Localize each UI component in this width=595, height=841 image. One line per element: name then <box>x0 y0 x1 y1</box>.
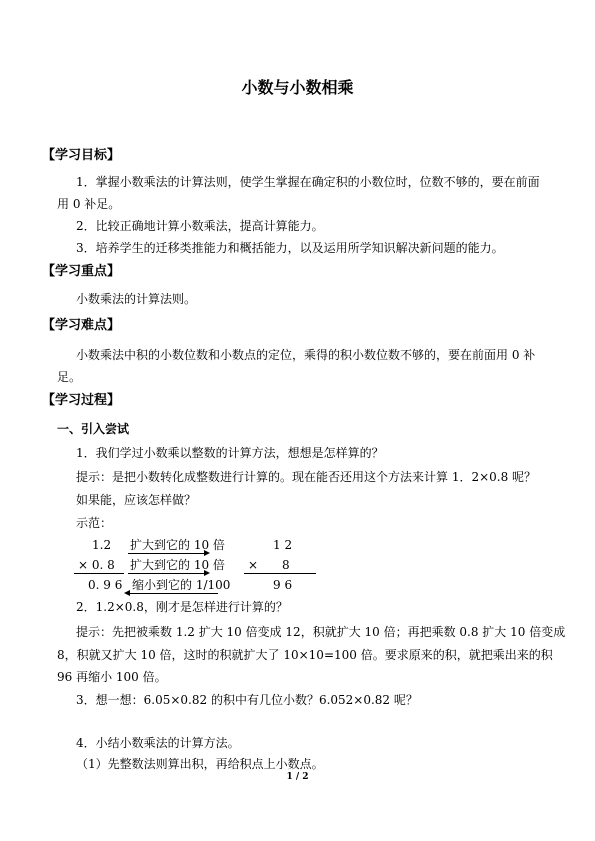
objective-line-2: 2．比较正确地计算小数乘法，提高计算能力。 <box>76 219 324 233</box>
demo-left-rule <box>74 573 124 574</box>
objectives-header: 【学习目标】 <box>42 148 121 163</box>
process-header: 【学习过程】 <box>42 393 121 408</box>
question-4-1: （1）先整数法则算出积，再给积点上小数点。 <box>76 757 324 771</box>
key-text: 小数乘法的计算法则。 <box>76 292 197 306</box>
question-2: 2．1.2×0.8，刚才是怎样进行计算的？ <box>76 600 288 614</box>
demo-arrow2-label: 扩大到它的 10 倍 <box>130 558 225 572</box>
process-line-4: 示范： <box>76 516 113 530</box>
demo-right-top: 1 2 <box>273 538 293 552</box>
objective-line-1-cont: 用 0 补足。 <box>57 197 121 211</box>
difficulty-header: 【学习难点】 <box>42 318 121 333</box>
demo-arrow3-line <box>128 593 218 594</box>
hint2-line-1: 提示：先把被乘数 1.2 扩大 10 倍变成 12，积就扩大 10 倍；再把乘数 0.8 扩大 10 倍变成 <box>76 625 566 639</box>
difficulty-line-2: 足。 <box>57 370 82 384</box>
objective-line-3: 3．培养学生的迁移类推能力和概括能力，以及运用所学知识解决新问题的能力。 <box>76 241 504 255</box>
key-header: 【学习重点】 <box>42 264 121 279</box>
demo-right-rule <box>244 573 316 574</box>
demo-right-times: × <box>248 558 259 572</box>
page-title: 小数与小数相乘 <box>241 78 354 97</box>
arrow-right-icon <box>204 570 210 576</box>
demo-right-mid: 8 <box>282 558 290 572</box>
process-line-2: 提示：是把小数转化成整数进行计算的。现在能否还用这个方法来计算 1．2×0.8 呢？ <box>76 470 537 484</box>
part1-header: 一、引入尝试 <box>57 422 130 436</box>
question-4: 4．小结小数乘法的计算方法。 <box>76 736 240 750</box>
difficulty-line-1: 小数乘法中积的小数位数和小数点的定位，乘得的积小数位数不够的，要在前面用 0 补 <box>76 348 536 362</box>
page-number: 1 / 2 <box>286 772 309 782</box>
process-line-1: 1．我们学过小数乘以整数的计算方法，想想是怎样算的？ <box>76 446 384 460</box>
demo-arrow3-label: 缩小到它的 1/100 <box>132 578 231 592</box>
arrow-right-icon <box>204 550 210 556</box>
demo-left-result: 0. 9 6 <box>88 578 123 592</box>
arrow-left-icon <box>124 590 130 596</box>
hint2-line-3: 96 再缩小 100 倍。 <box>57 670 167 684</box>
question-3: 3．想一想：6.05×0.82 的积中有几位小数？6.052×0.82 呢？ <box>76 693 418 707</box>
demo-arrow1-label: 扩大到它的 10 倍 <box>130 538 225 552</box>
demo-left-mid: × 0. 8 <box>78 558 115 572</box>
hint2-line-2: 8，积就又扩大 10 倍，这时的积就扩大了 10×10=100 倍。要求原来的积，就把乘出来的积 <box>57 648 553 662</box>
objective-line-1: 1．掌握小数乘法的计算法则，使学生掌握在确定积的小数位时，位数不够的，要在前面 <box>76 175 540 189</box>
demo-right-result: 9 6 <box>273 578 293 592</box>
demo-arrow2-line <box>128 573 206 574</box>
demo-arrow1-line <box>128 553 206 554</box>
demo-left-top: 1.2 <box>92 538 112 552</box>
process-line-3: 如果能，应该怎样做？ <box>76 493 197 507</box>
